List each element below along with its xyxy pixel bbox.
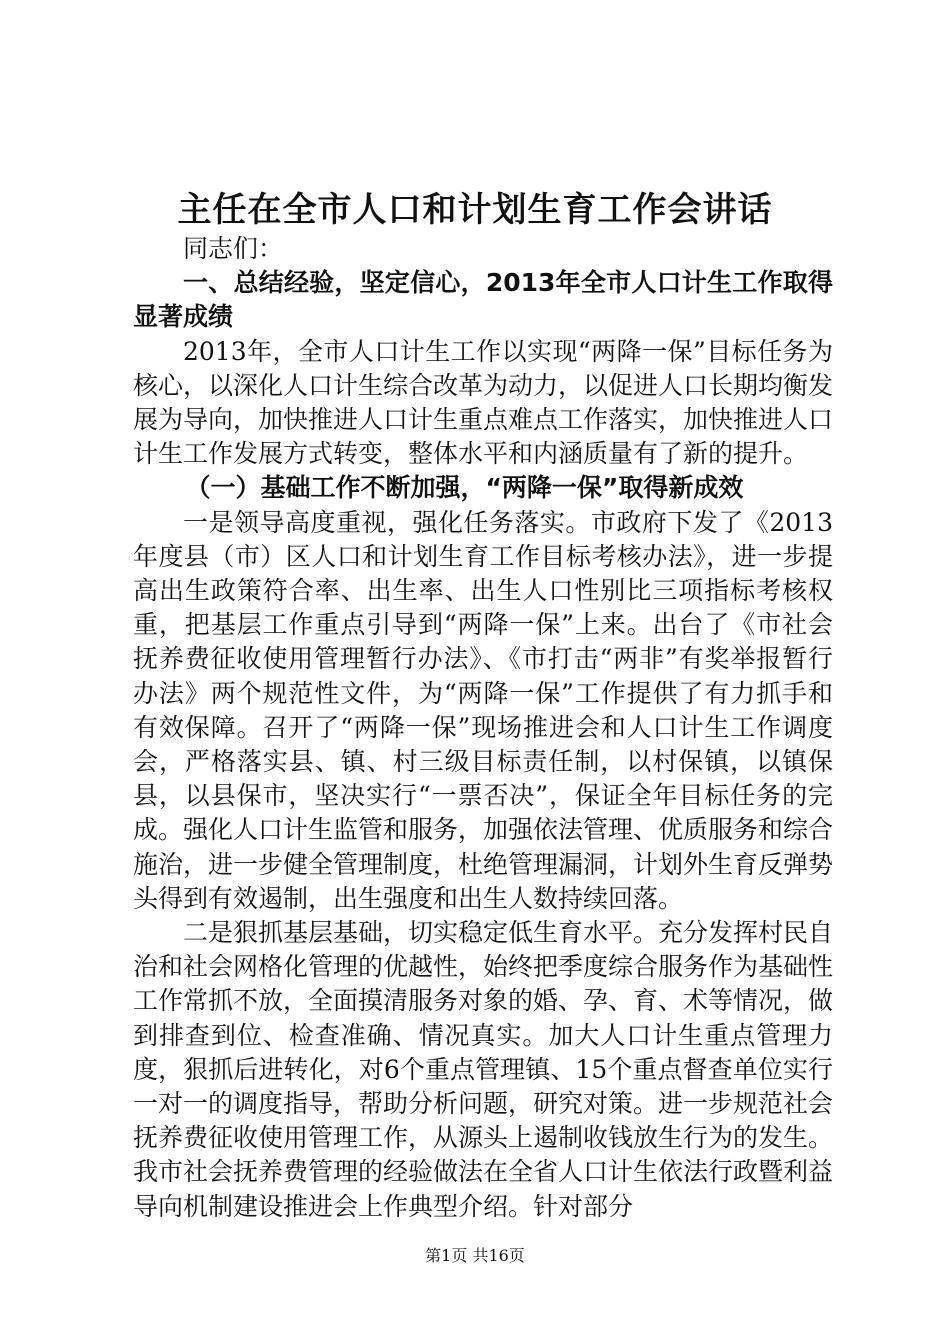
section-heading: 一、总结经验，坚定信心，2013年全市人口计生工作取得显著成绩 bbox=[133, 268, 833, 332]
paragraph: 2013年，全市人口计生工作以实现“两降一保”目标任务为核心，以深化人口计生综合改革为动力，以促进人口长期均衡发展为导向，加快推进人口计生重点难点工作落实，加快推进人口计生工作发展方式转变，整体水平和内涵质量有了新的提升。 bbox=[133, 336, 834, 469]
salutation: 同志们： bbox=[183, 234, 284, 263]
page-number-footer: 第1页 共16页 bbox=[425, 1246, 525, 1265]
paragraph: 一是领导高度重视，强化任务落实。市政府下发了《2013年度县（市）区人口和计划生育工作目标考核办法》，进一步提高出生政策符合率、出生率、出生人口性别比三项指标考核权重，把基层工作重点引导到“两降一保”上来。出台了《市社会抚养费征收使用管理暂行办法》、《市打击“两非”有奖举报暂行办法》两个规范性文件，为“两降一保”工作提供了有力抓手和有效保障。召开了“两降一保”现场推进会和人口计生工作调度会，严格落实县、镇、村三级目标责任制，以村保镇，以镇保县，以县保市，坚决实行“一票否决”，保证全年目标任务的完成。强化人口计生监管和服务，加强依法管理、优质服务和综合施治，进一步健全管理制度，杜绝管理漏洞，计划外生育反弹势头得到有效遏制，出生强度和出生人数持续回落。 bbox=[133, 507, 834, 913]
paragraph: 二是狠抓基层基础，切实稳定低生育水平。充分发挥村民自治和社会网格化管理的优越性，始终把季度综合服务作为基础性工作常抓不放，全面摸清服务对象的婚、孕、育、术等情况，做到排查到位、检查准确、情况真实。加大人口计生重点管理力度，狠抓后进转化，对6个重点管理镇、15个重点督查单位实行一对一的调度指导，帮助分析问题，研究对策。进一步规范社会抚养费征收使用管理工作，从源头上遏制收钱放生行为的发生。我市社会抚养费管理的经验做法在全省人口计生依法行政暨利益导向机制建设推进会上作典型介绍。针对部分 bbox=[133, 918, 834, 1221]
document-title: 主任在全市人口和计划生育工作会讲话 bbox=[177, 190, 773, 230]
subsection-heading: （一）基础工作不断加强，“两降一保”取得新成效 bbox=[185, 473, 744, 503]
document-body bbox=[133, 232, 833, 1224]
